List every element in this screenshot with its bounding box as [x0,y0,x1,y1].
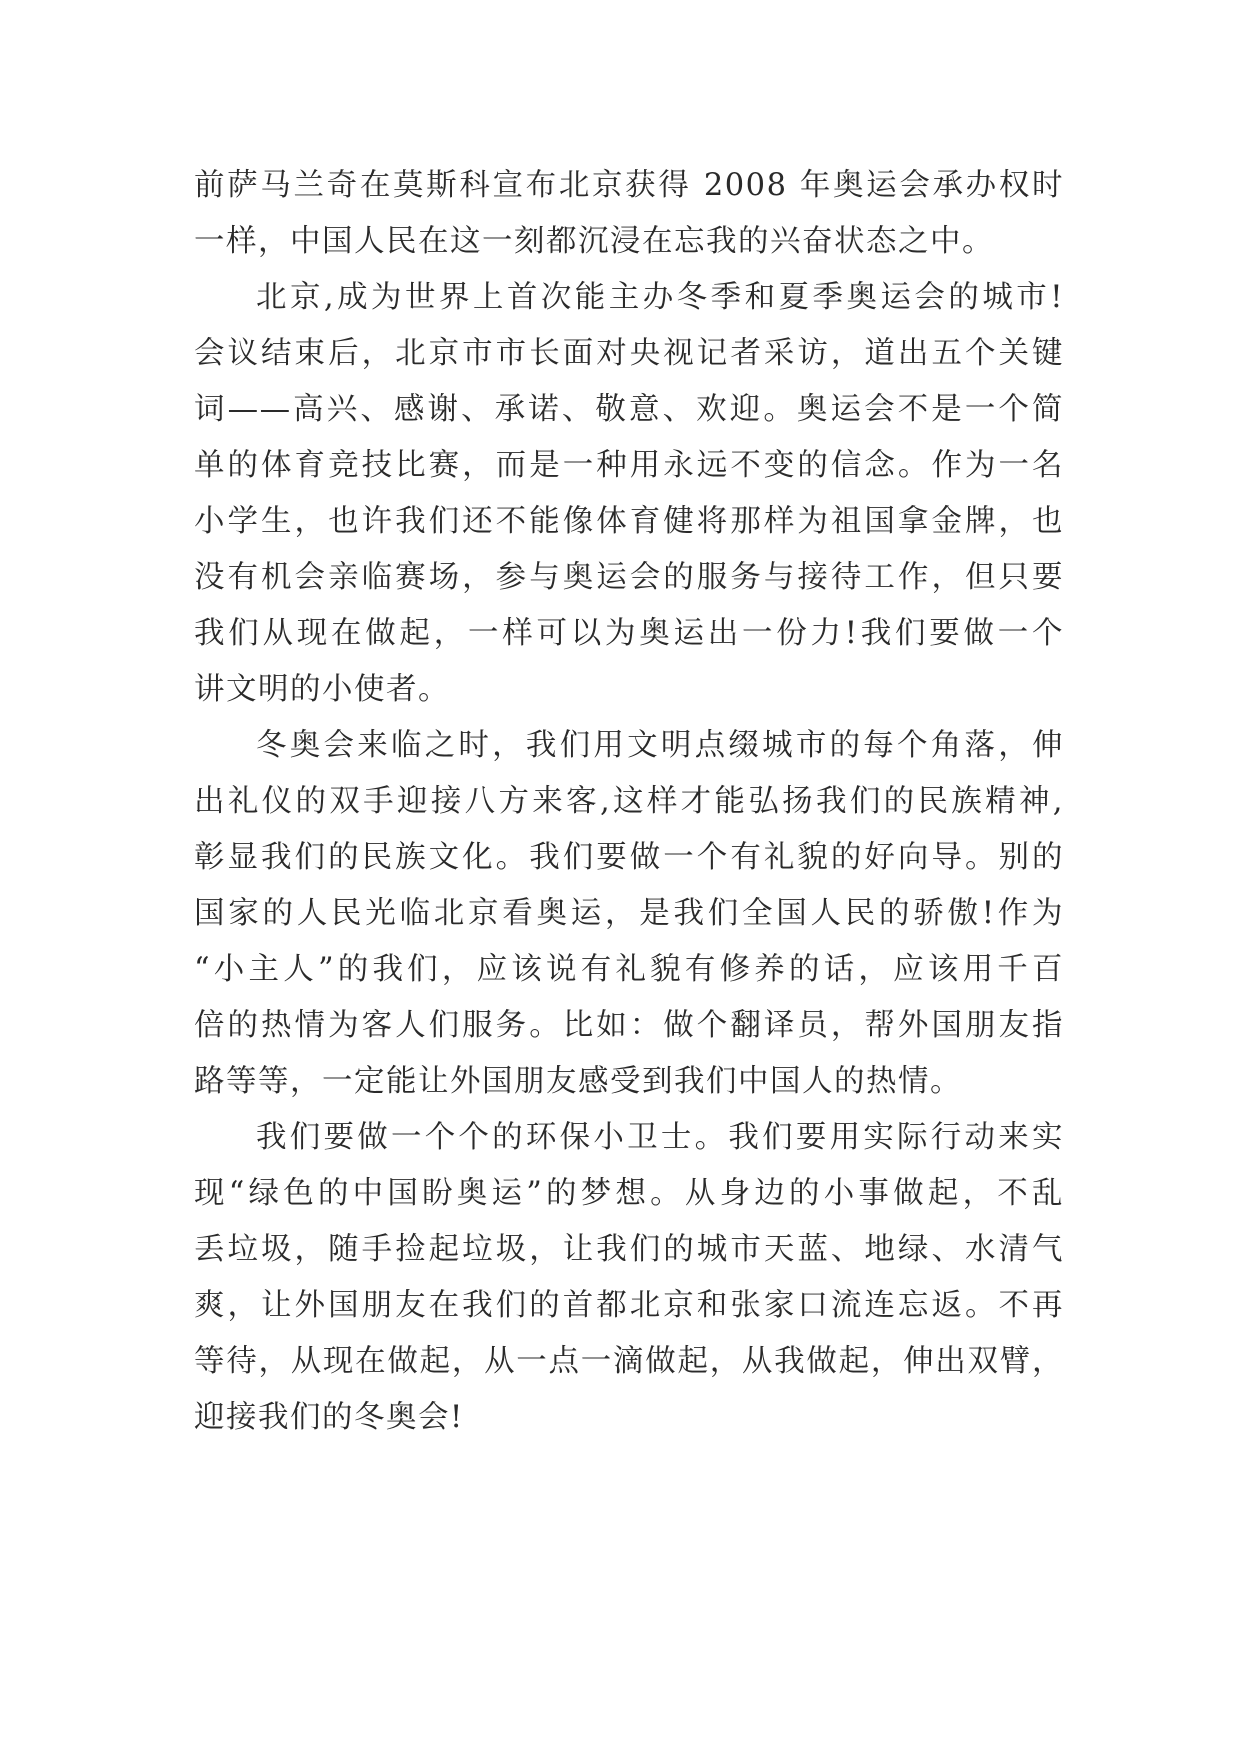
text-line: 小学生，也许我们还不能像体育健将那样为祖国拿金牌，也 [194,504,1064,539]
text-line: 我们要做一个个的环保小卫士。我们要用实际行动来实 [256,1120,1064,1155]
text-line: 词——高兴、感谢、承诺、敬意、欢迎。奥运会不是一个简 [194,392,1064,427]
text-line: 现“绿色的中国盼奥运”的梦想。从身边的小事做起，不乱 [194,1176,1064,1211]
text-line: 冬奥会来临之时，我们用文明点缀城市的每个角落，伸 [256,728,1064,763]
text-line: 北京,成为世界上首次能主办冬季和夏季奥运会的城市! [256,280,1064,315]
text-line: 单的体育竞技比赛，而是一种用永远不变的信念。作为一名 [194,448,1064,483]
text-line: 路等等，一定能让外国朋友感受到我们中国人的热情。 [194,1064,962,1099]
paragraph [194,270,1064,718]
paragraph [194,1110,1064,1446]
text-line: 讲文明的小使者。 [194,672,450,707]
text-line: 我们从现在做起，一样可以为奥运出一份力!我们要做一个 [194,616,1064,651]
text-line: 会议结束后，北京市市长面对央视记者采访，道出五个关键 [194,336,1064,371]
text-line: 前萨马兰奇在莫斯科宣布北京获得 2008 年奥运会承办权时 [194,168,1064,203]
text-line: 倍的热情为客人们服务。比如：做个翻译员，帮外国朋友指 [194,1008,1064,1043]
text-line: 爽，让外国朋友在我们的首都北京和张家口流连忘返。不再 [194,1288,1064,1323]
text-line: 一样，中国人民在这一刻都沉浸在忘我的兴奋状态之中。 [194,224,994,259]
text-line: 出礼仪的双手迎接八方来客,这样才能弘扬我们的民族精神, [194,784,1064,819]
text-line: 丢垃圾，随手捡起垃圾，让我们的城市天蓝、地绿、水清气 [194,1232,1064,1267]
text-line: 没有机会亲临赛场，参与奥运会的服务与接待工作，但只要 [194,560,1064,595]
body-text [194,158,1064,1446]
text-line: 国家的人民光临北京看奥运，是我们全国人民的骄傲!作为 [194,896,1064,931]
text-line: 等待，从现在做起，从一点一滴做起，从我做起，伸出双臂， [194,1344,1064,1379]
paragraph [194,158,1064,270]
text-line: 彰显我们的民族文化。我们要做一个有礼貌的好向导。别的 [194,840,1064,875]
text-line: “小主人”的我们，应该说有礼貌有修养的话，应该用千百 [194,952,1064,987]
text-line: 迎接我们的冬奥会! [194,1400,464,1435]
paragraph [194,718,1064,1110]
